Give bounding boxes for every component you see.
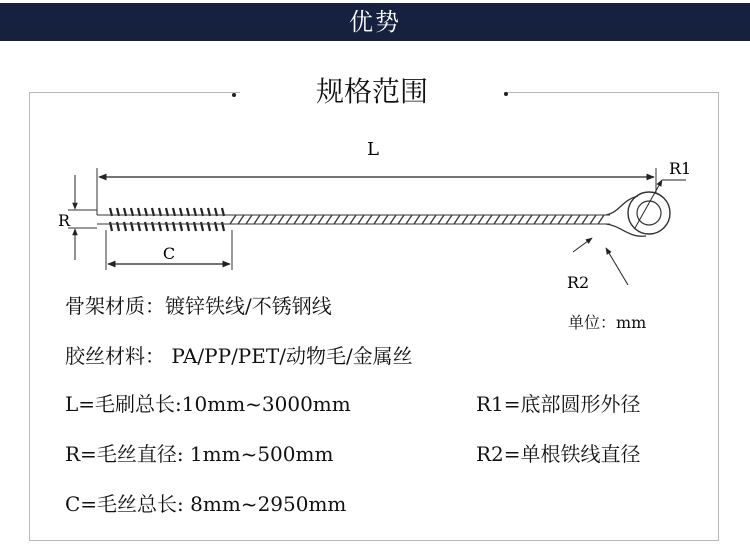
label-c: C: [162, 244, 176, 263]
spec-frame-material: 骨架材质：镀锌铁线/不锈钢线: [65, 294, 332, 318]
brush-diagram: [50, 130, 710, 300]
r2-arrow-a: [573, 238, 592, 252]
loop-outer: [628, 192, 670, 234]
label-r: R: [58, 211, 71, 230]
spec-total-length: L=毛刷总长:10mm~3000mm: [65, 392, 351, 416]
spec-r2: R2=单根铁线直径: [476, 442, 641, 466]
title-left-dot: [232, 93, 236, 97]
banner-title: 优势: [349, 8, 401, 36]
unit-label: 单位：mm: [568, 313, 647, 332]
r2-arrow-b: [606, 248, 628, 285]
bristle-section: [110, 208, 224, 231]
title-right-dot: [504, 92, 508, 96]
label-l: L: [367, 139, 379, 160]
spec-bristle-length: C=毛丝总长: 8mm~2950mm: [65, 492, 347, 516]
label-r1: R1: [669, 159, 692, 178]
loop-inner: [637, 201, 661, 225]
loop-neck-bottom: [606, 224, 646, 236]
section-title-text: 规格范围: [315, 75, 428, 108]
twisted-wire: [230, 215, 604, 224]
spec-r1: R1=底部圆形外径: [476, 392, 641, 416]
section-title: [240, 72, 504, 112]
spec-bristle-diameter: R=毛丝直径: 1mm~500mm: [65, 442, 334, 466]
spec-bristle-material: 胶丝材料： PA/PP/PET/动物毛/金属丝: [65, 344, 413, 368]
label-r2: R2: [567, 273, 590, 292]
header-banner: [0, 3, 750, 41]
